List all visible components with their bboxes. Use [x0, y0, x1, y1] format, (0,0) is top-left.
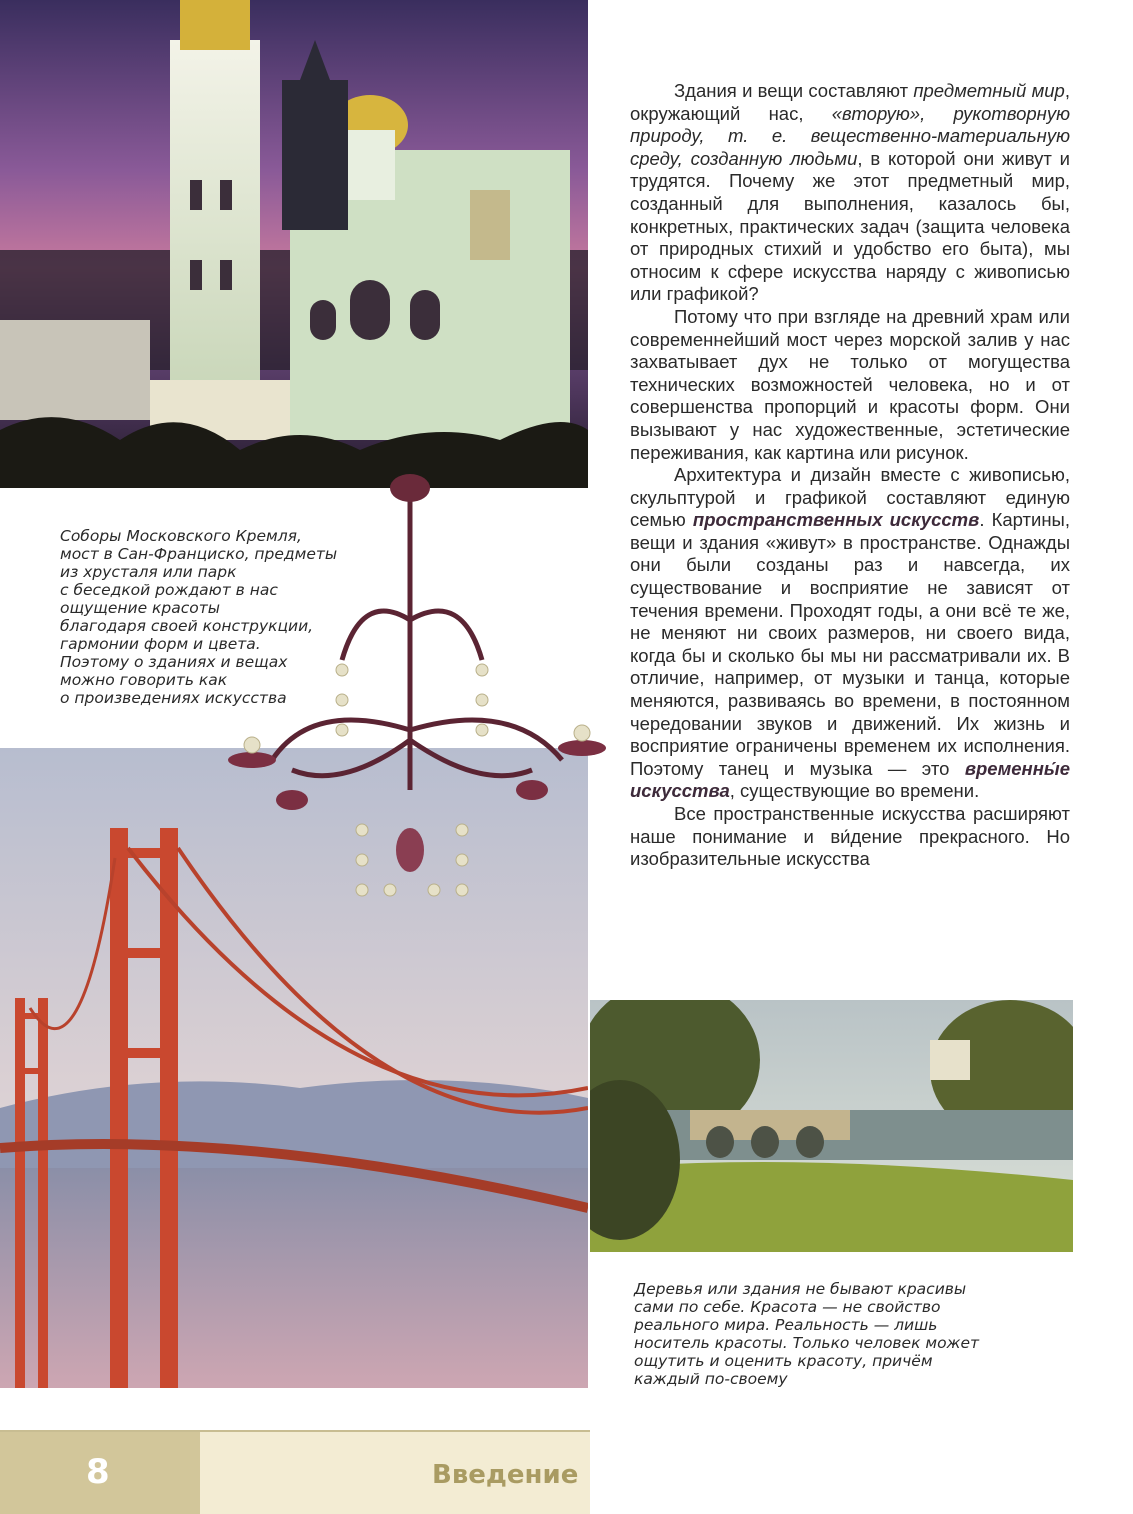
body-text: [630, 80, 1070, 871]
text-run: . Картины, вещи и здания «живут» в пространстве. Однажды они были созданы раз и навсегда, их существование и восприятие не зависят от течения времени. Проходят годы, а они всё те же, не меняют ни своих размеров, ни своего вида, когда бы и сколько бы мы ни рассматривали их. В отличие, например, от музыки и танца, которые меняются, развиваясь во времени, в постоянном чередовании звуков и движений. Их жизнь и восприятие ограничены временем их исполнения. Поэтому танец и музыка — это: [630, 509, 1070, 779]
caption-kremlin: [60, 527, 380, 707]
term-emphasis: пространственных искусств: [692, 509, 980, 531]
caption-line: каждый по-своему: [634, 1370, 788, 1388]
caption-line: ощущение красоты: [60, 599, 221, 617]
paragraph-3: [630, 464, 1070, 803]
paragraph-1: [630, 80, 1070, 306]
text-run: , в которой они живут и трудятся. Почему же этот предметный мир, созданный для выполнения, казалось бы, конкретных, практических задач (защита человека от природных стихий и удобство его быта), мы относим к сфере искусства наряду с живописью или графикой?: [630, 147, 1070, 305]
paragraph-2: Потому что при взгляде на древний храм или современнейший мост через морской залив у нас захватывает дух не только от могущества технических возможностей человека, но и от совершенства пропорций и красоты форм. Они вызывают у нас художественные, эстетические переживания, как картина или рисунок.: [630, 305, 1070, 463]
caption-line: можно говорить как: [60, 671, 228, 689]
caption-line: ощутить и оценить красоту, причём: [634, 1352, 933, 1370]
caption-line: из хрусталя или парк: [60, 563, 237, 581]
caption-line: носитель красоты. Только человек может: [634, 1334, 980, 1352]
text-run: , окружающий нас,: [630, 80, 1070, 124]
page-number: 8: [86, 1452, 110, 1492]
caption-line: с беседкой рождают в нас: [60, 581, 278, 599]
caption-line: благодаря своей конструкции,: [60, 617, 314, 635]
caption-line: Деревья или здания не бывают красивы: [634, 1280, 967, 1298]
text-run: Архитектура и дизайн вместе с живописью, скульптурой и графикой составляют единую семью: [630, 464, 1070, 531]
caption-park: [634, 1280, 1064, 1388]
caption-line: мост в Сан-Франциско, предметы: [60, 545, 338, 563]
text-run: Здания и вещи составляют: [674, 80, 914, 101]
section-title: Введение: [432, 1460, 579, 1490]
italic-phrase: «вторую», рукотворную природу, т. е. вещественно-материальную среду, созданную людьми: [630, 102, 1070, 169]
term-emphasis: временны́е искусства: [630, 757, 1070, 802]
text-run: , существующие во времени.: [729, 780, 980, 802]
italic-phrase: предметный мир: [913, 80, 1065, 101]
caption-line: реального мира. Реальность — лишь: [634, 1316, 938, 1334]
caption-line: Соборы Московского Кремля,: [60, 527, 302, 545]
paragraph-4: Все пространственные искусства расширяют наше понимание и ви́дение прекрасного. Но изобразительные искусства: [630, 803, 1070, 870]
park-bridge-photo: [590, 1000, 1073, 1252]
caption-line: Поэтому о зданиях и вещах: [60, 653, 288, 671]
kremlin-photo: [0, 0, 588, 488]
caption-line: сами по себе. Красота — не свойство: [634, 1298, 941, 1316]
caption-line: гармонии форм и цвета.: [60, 635, 261, 653]
caption-line: о произведениях искусства: [60, 689, 287, 707]
